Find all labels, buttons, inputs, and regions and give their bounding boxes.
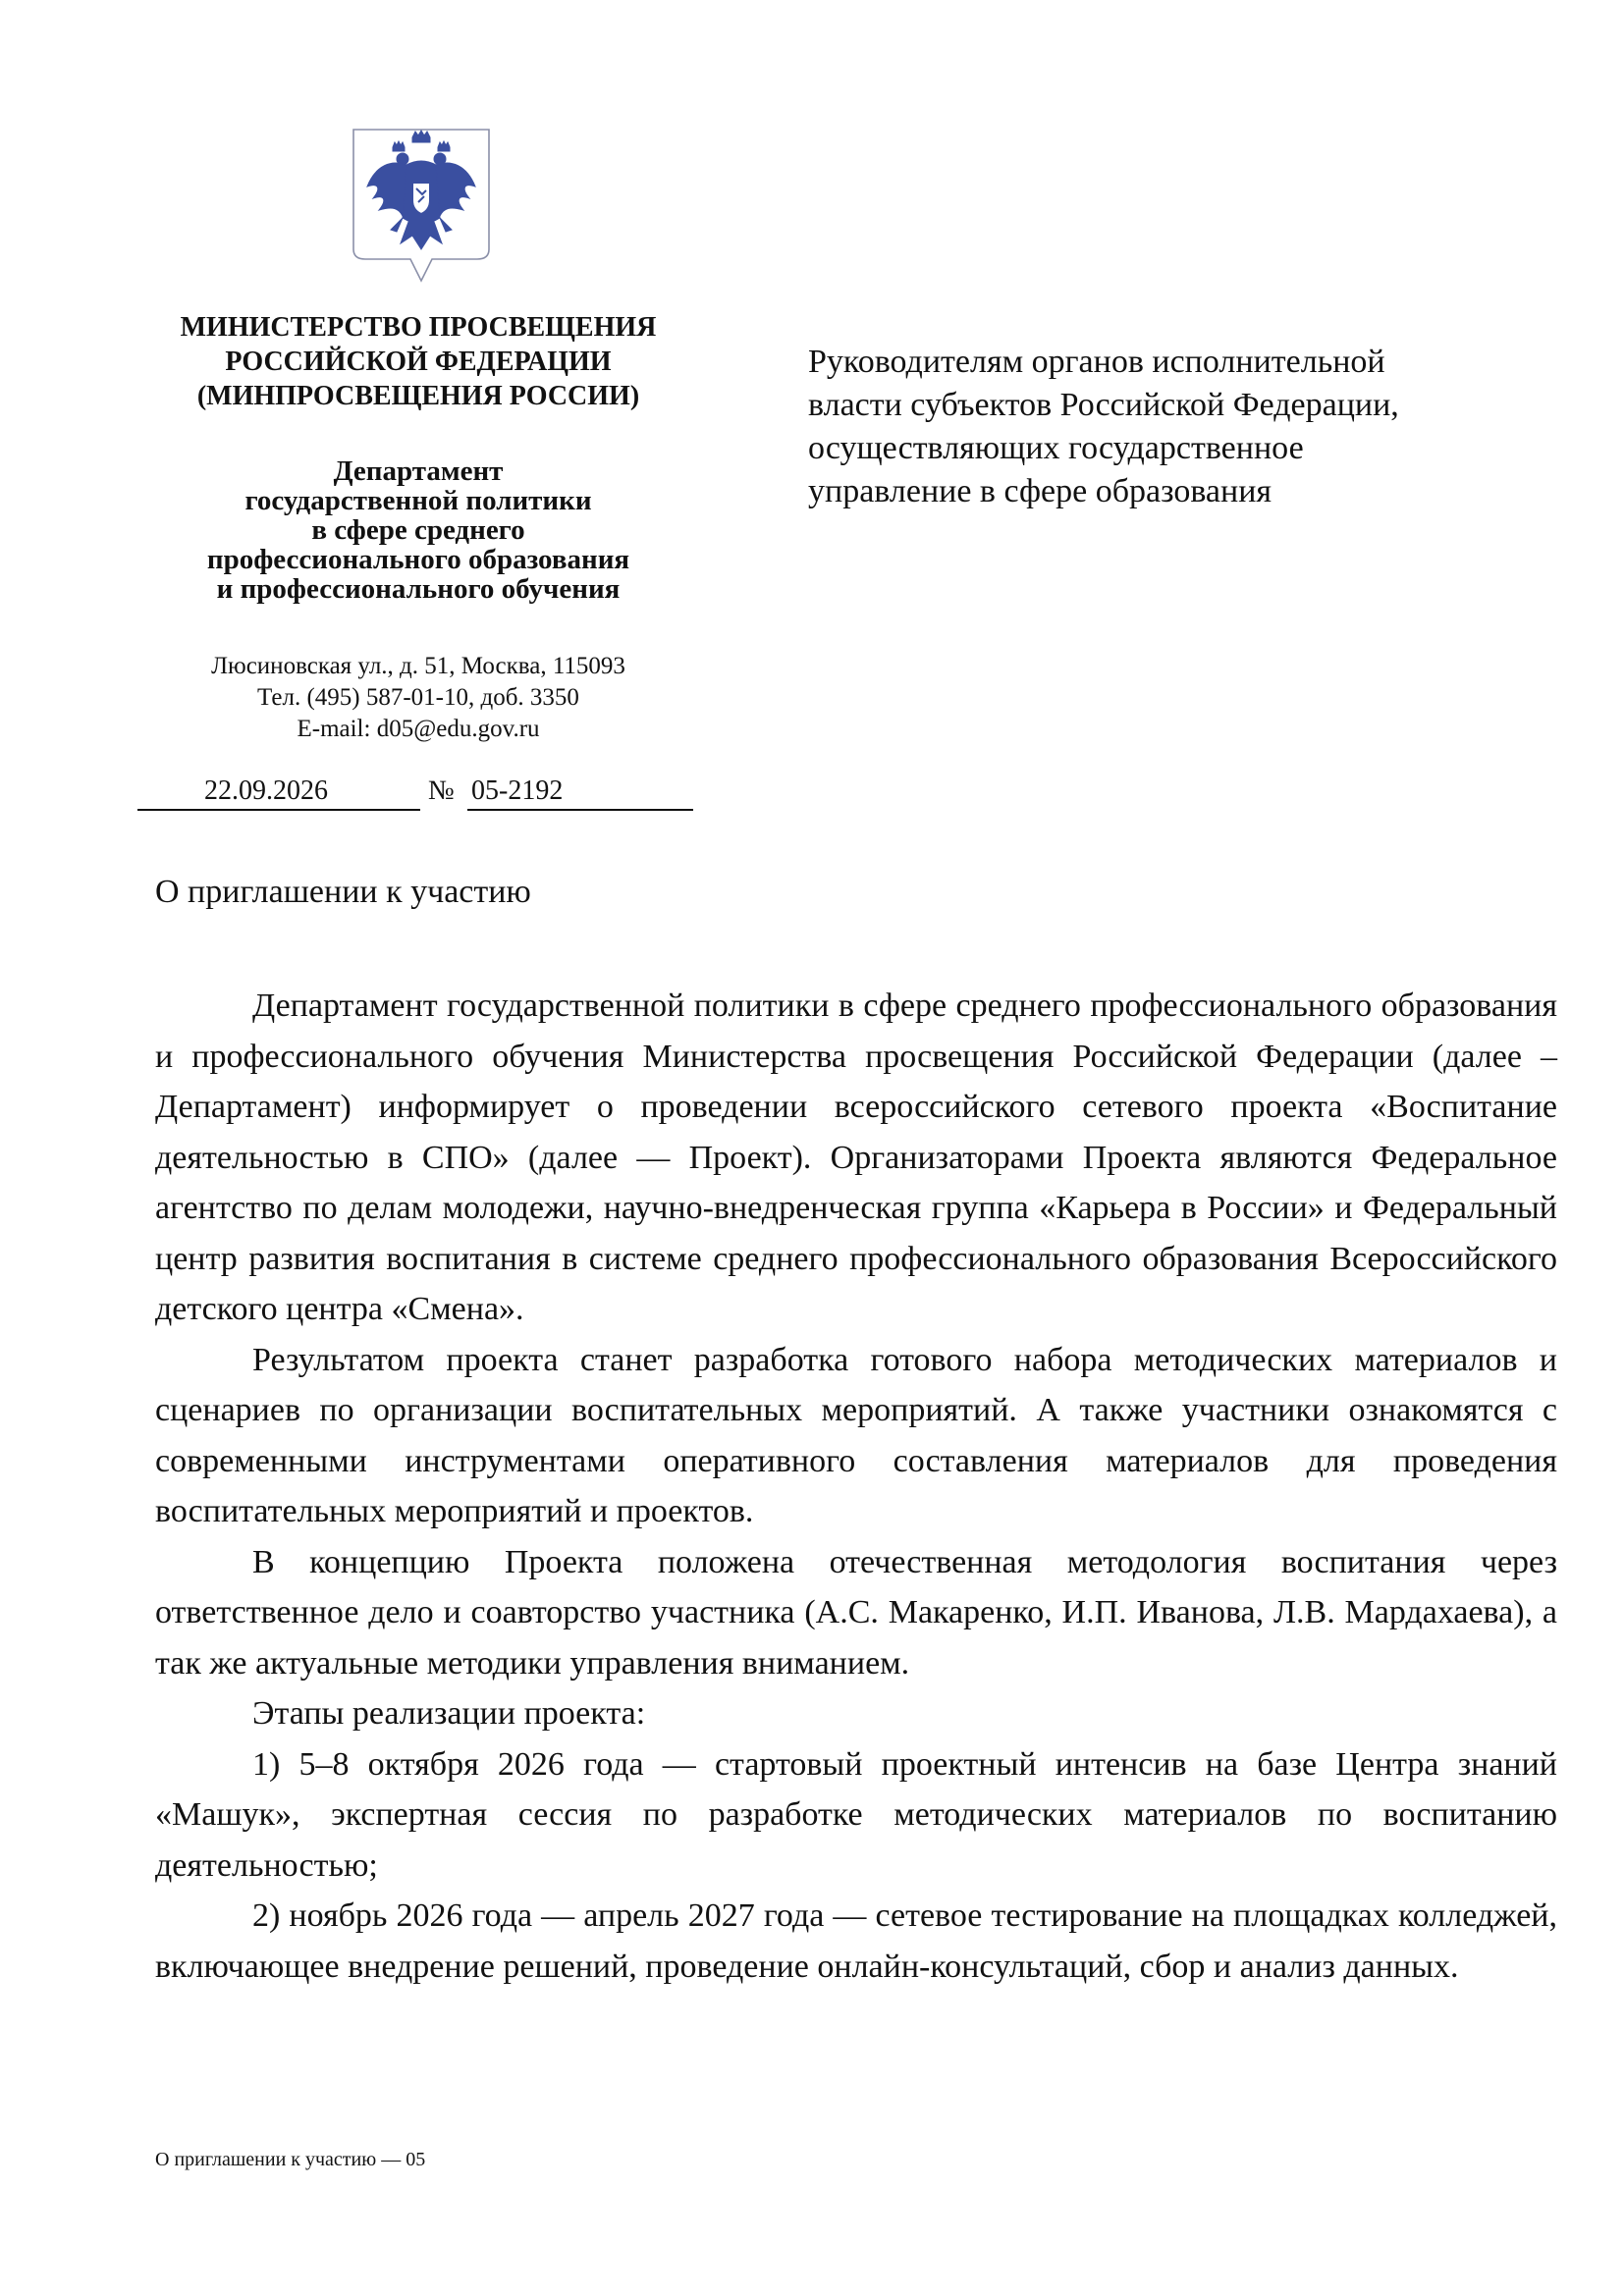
sender-contacts — [147, 651, 689, 745]
date-underline — [137, 809, 420, 811]
department-line: Департамент — [333, 455, 504, 487]
sender-phone: Тел. (495) 587-01-10, доб. 3350 — [257, 684, 579, 711]
registration-number: 05-2192 — [471, 775, 564, 806]
body-paragraph: Департамент государственной политики в сфере среднего профессионального образования и профессионального обучения Министерства просвещения Российской Федерации (далее – Департамент) информирует о проведении всероссийского сетевого проекта «Воспитание деятельностью в СПО» (далее — Проект). Организаторами Проекта являются Федеральное агентство по делам молодежи, научно-внедренческая группа «Карьера в России» и Федеральный центр развития воспитания в системе среднего профессионального образования Всероссийского детского центра «Смена». — [155, 988, 1557, 1327]
body-paragraph: 1) 5–8 октября 2026 года — стартовый проектный интенсив на базе Центра знаний «Машук», экспертная сессия по разработке методических материалов по воспитанию деятельностью; — [155, 1745, 1557, 1884]
department-line: и профессионального обучения — [216, 573, 621, 605]
sender-address: Люсиновская ул., д. 51, Москва, 115093 — [211, 653, 625, 679]
body-paragraph: Результатом проекта станет разработка готового набора методических материалов и сценариев по организации воспитательных мероприятий. А также участники ознакомятся с современными инструментами оперативного составления материалов для проведения воспитательных мероприятий и проектов. — [155, 1341, 1557, 1529]
addressee-line: осуществляющих государственное — [808, 430, 1304, 466]
body-paragraph: Этапы реализации проекта: — [252, 1695, 646, 1732]
number-underline — [467, 809, 693, 811]
body-paragraph: В концепцию Проекта положена отечественная методология воспитания через ответственное дело и соавторство участника (А.С. Макаренко, И.П. Иванова, Л.В. Мардахаева), а так же актуальные методики управления вниманием. — [155, 1543, 1557, 1682]
addressee-line: Руководителям органов исполнительной — [808, 344, 1385, 380]
department-line: в сфере среднего — [311, 514, 525, 546]
registration-date: 22.09.2026 — [204, 775, 328, 806]
body-paragraph: 2) ноябрь 2026 года — апрель 2027 года — сетевое тестирование на площадках колледжей, включающее внедрение решений, проведение онлайн-консультаций, сбор и анализ данных. — [155, 1897, 1557, 1985]
department-header — [147, 456, 689, 604]
addressee-line: власти субъектов Российской Федерации, — [808, 387, 1399, 423]
page-footer: О приглашении к участию — 05 — [155, 2149, 426, 2170]
ministry-line: МИНИСТЕРСТВО ПРОСВЕЩЕНИЯ — [180, 312, 657, 343]
addressee-block — [808, 341, 1554, 513]
ministry-line: РОССИЙСКОЙ ФЕДЕРАЦИИ — [225, 347, 612, 377]
coat-of-arms-icon — [352, 128, 491, 285]
letter-body — [155, 981, 1557, 1992]
addressee-line: управление в сфере образования — [808, 473, 1272, 509]
registration-line — [137, 774, 693, 813]
sender-email: E-mail: d05@edu.gov.ru — [297, 716, 540, 742]
department-line: профессионального образования — [206, 544, 630, 575]
ministry-header — [147, 310, 689, 413]
ministry-line: (МИНПРОСВЕЩЕНИЯ РОССИИ) — [196, 381, 640, 411]
letter-subject: О приглашении к участию — [155, 874, 531, 910]
number-sign: № — [428, 775, 455, 806]
department-line: государственной политики — [244, 485, 592, 516]
